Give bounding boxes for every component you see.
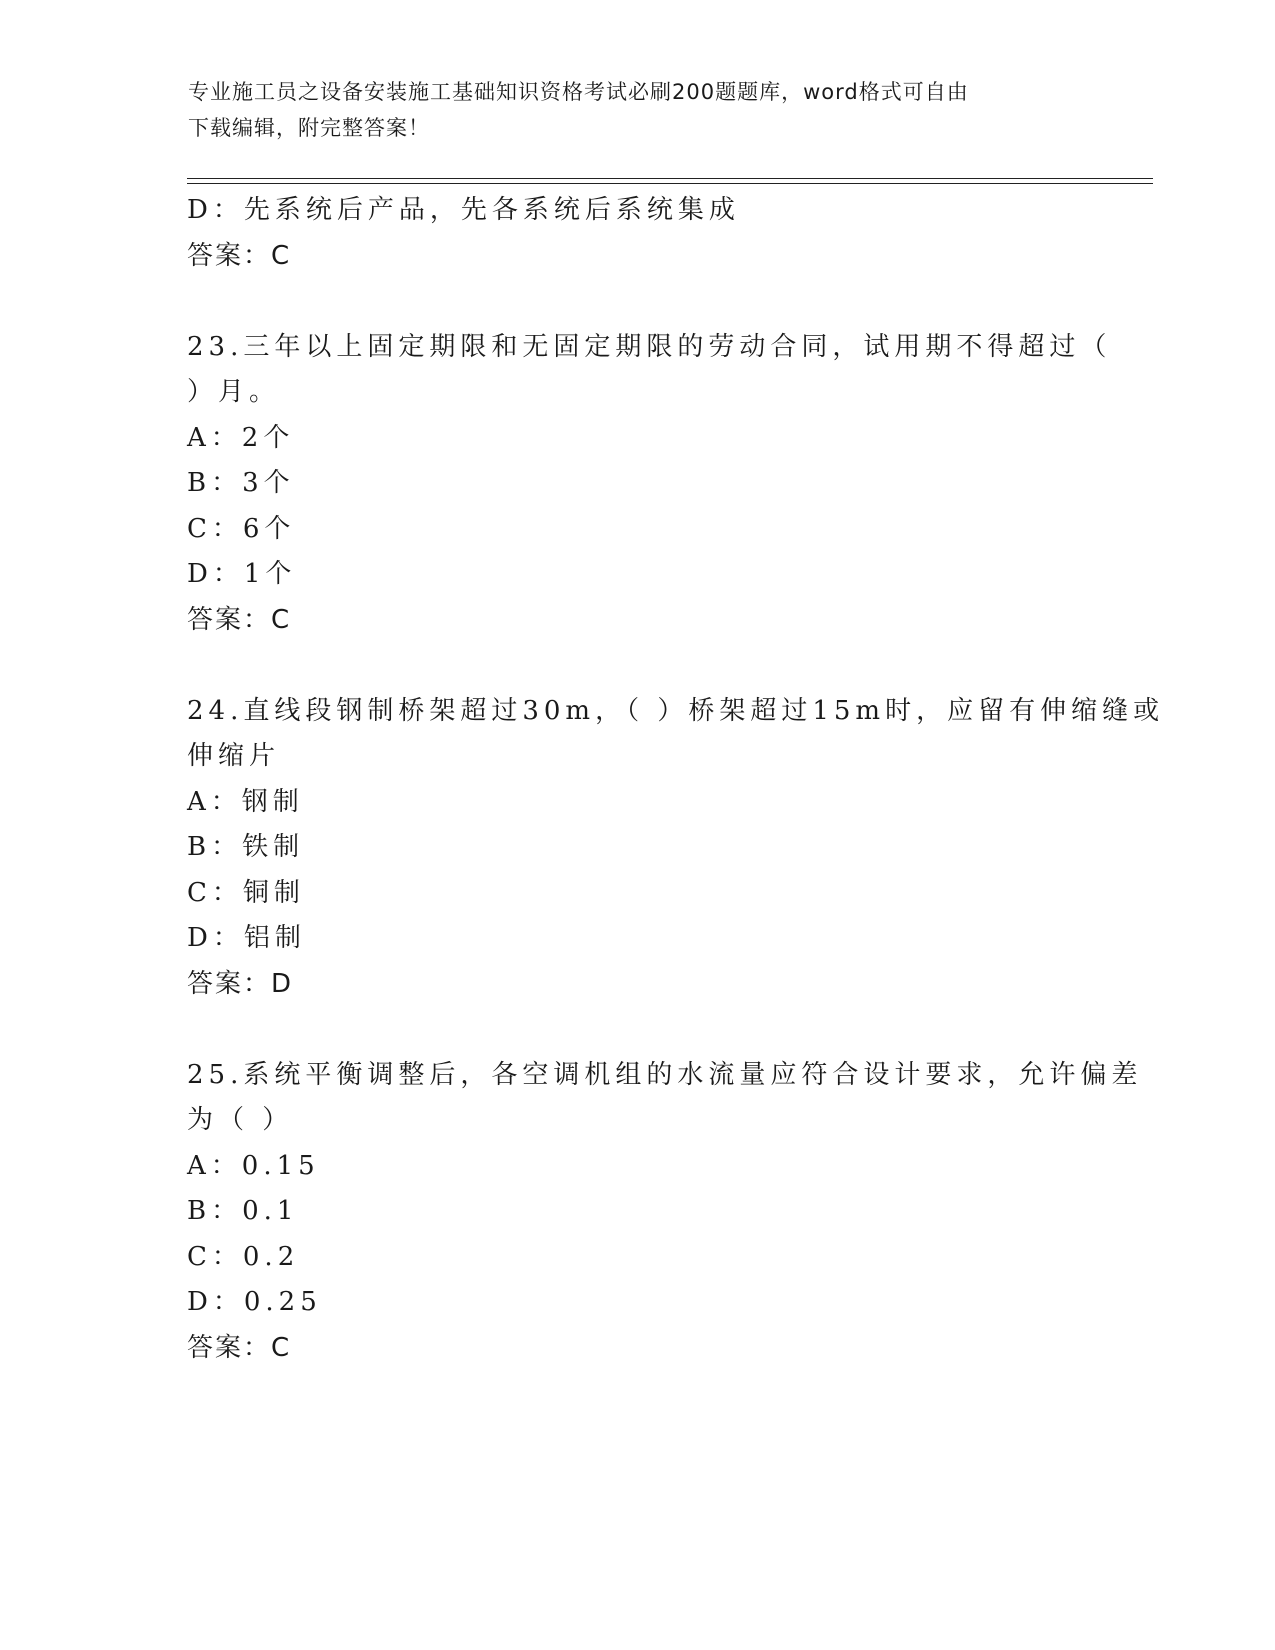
option-b: B：铁制 (187, 832, 305, 862)
question-stem-cont: 为（ ） (187, 1105, 294, 1135)
question-content (187, 188, 1165, 1371)
document-header (188, 74, 1068, 146)
option-d: D：铝制 (187, 923, 306, 953)
header-line-2: 下载编辑，附完整答案！ (188, 116, 430, 140)
question-stem: 24.直线段钢制桥架超过30m，（ ）桥架超过15m时，应留有伸缩缝或 (187, 695, 1165, 726)
option-c: C：铜制 (187, 877, 305, 908)
answer: 答案：C (187, 604, 292, 635)
spacer (187, 279, 1087, 325)
option-d: D：0.25 (187, 1287, 322, 1317)
header-line-1: 专业施工员之设备安装施工基础知识资格考试必刷200题题库，word格式可自由 (188, 80, 969, 104)
header-divider-top (187, 178, 1153, 179)
answer: 答案：D (187, 968, 294, 999)
option-b: B：0.1 (187, 1196, 299, 1226)
option-d: D：1个 (187, 559, 297, 589)
question-23 (187, 325, 1112, 644)
option-a: A：钢制 (187, 786, 304, 817)
option-c: C：6个 (187, 513, 296, 544)
option-a: A：2个 (187, 422, 295, 453)
option-b: B：3个 (187, 468, 295, 498)
question-stem-cont: ）月。 (187, 377, 281, 407)
question-25 (187, 1053, 1143, 1372)
option-c: C：0.2 (187, 1241, 300, 1272)
question-stem: 23.三年以上固定期限和无固定期限的劳动合同，试用期不得超过（ (187, 331, 1112, 362)
question-24 (187, 689, 1165, 1008)
question-stem-cont: 伸缩片 (187, 741, 281, 771)
spacer (187, 1007, 1087, 1053)
prev-option-d: D：先系统后产品，先各系统后系统集成 (187, 195, 740, 225)
option-a: A：0.15 (187, 1150, 320, 1181)
prev-answer: 答案：C (187, 240, 292, 271)
question-stem: 25.系统平衡调整后，各空调机组的水流量应符合设计要求，允许偏差 (187, 1059, 1143, 1090)
answer: 答案：C (187, 1332, 292, 1363)
header-divider-bottom (187, 183, 1153, 184)
spacer (187, 643, 1087, 689)
